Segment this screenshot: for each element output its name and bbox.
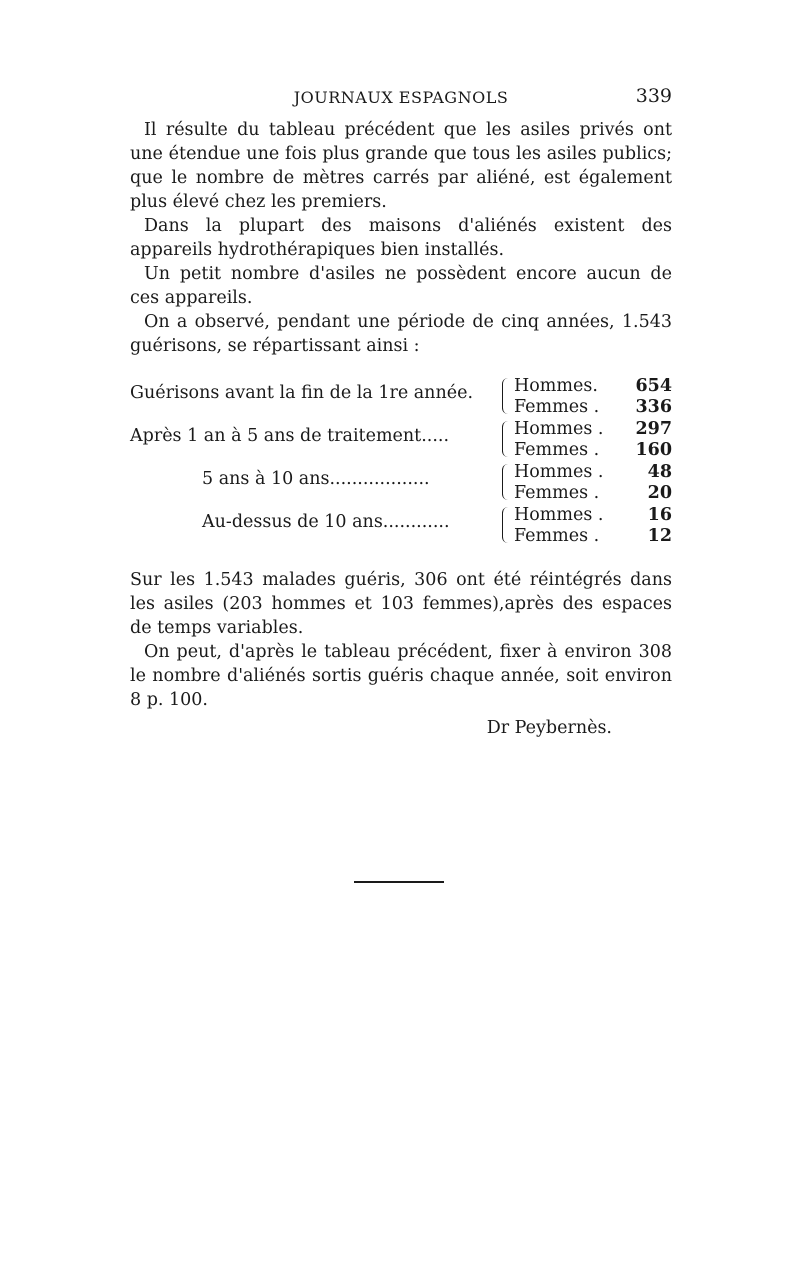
table-row — [130, 419, 672, 462]
table-row — [130, 505, 672, 548]
count: 16 — [647, 505, 672, 525]
brace — [502, 378, 509, 414]
paragraph: Il résulte du tableau précédent que les asiles privés ont une étendue une fois plus grande que tous les asiles publics; que le nombre de mètres carrés par aliéné, est également plus élevé chez les premiers. — [130, 120, 672, 212]
paragraph: Sur les 1.543 malades guéris, 306 ont été réintégrés dans les asiles (203 hommes et 103 femmes),après des espaces de temps variables. — [130, 570, 672, 638]
row-label: Au-dessus de 10 ans............ — [202, 512, 450, 532]
sex-label: Hommes . — [514, 462, 604, 482]
sex-label: Femmes . — [514, 483, 600, 503]
sex-label: Femmes . — [514, 526, 600, 546]
count: 12 — [647, 526, 672, 546]
sex-label: Femmes . — [514, 397, 600, 417]
sex-label: Hommes. — [514, 376, 598, 396]
paragraph: Dans la plupart des maisons d'aliénés existent des appareils hydrothérapiques bien installés. — [130, 216, 672, 260]
running-header — [130, 85, 672, 118]
brace — [502, 421, 509, 457]
table-row — [130, 376, 672, 419]
row-label: Guérisons avant la fin de la 1re année. — [130, 383, 474, 403]
paragraph: On a observé, pendant une période de cinq années, 1.543 guérisons, se répartissant ainsi : — [130, 312, 672, 356]
sex-label: Hommes . — [514, 505, 604, 525]
brace — [502, 464, 509, 500]
sex-label: Hommes . — [514, 419, 604, 439]
count: 20 — [647, 483, 672, 503]
count: 654 — [635, 376, 672, 396]
count: 160 — [635, 440, 672, 460]
paragraph: Un petit nombre d'asiles ne possèdent encore aucun de ces appareils. — [130, 264, 672, 308]
signature: Dr Peybernès. — [486, 718, 612, 738]
row-label: 5 ans à 10 ans.................. — [202, 469, 430, 489]
count: 297 — [635, 419, 672, 439]
table-row — [130, 462, 672, 505]
sex-label: Femmes . — [514, 440, 600, 460]
paragraph: On peut, d'après le tableau précédent, fixer à environ 308 le nombre d'aliénés sortis guéris chaque année, soit environ 8 p. 100. — [130, 642, 672, 710]
recovery-table — [130, 376, 672, 548]
count: 336 — [635, 397, 672, 417]
page — [130, 85, 672, 738]
count: 48 — [647, 462, 672, 482]
brace — [502, 507, 509, 543]
end-rule — [354, 881, 444, 883]
running-title: JOURNAUX ESPAGNOLS — [293, 88, 509, 107]
row-label: Après 1 an à 5 ans de traitement..... — [130, 426, 450, 446]
page-number: 339 — [635, 85, 672, 107]
